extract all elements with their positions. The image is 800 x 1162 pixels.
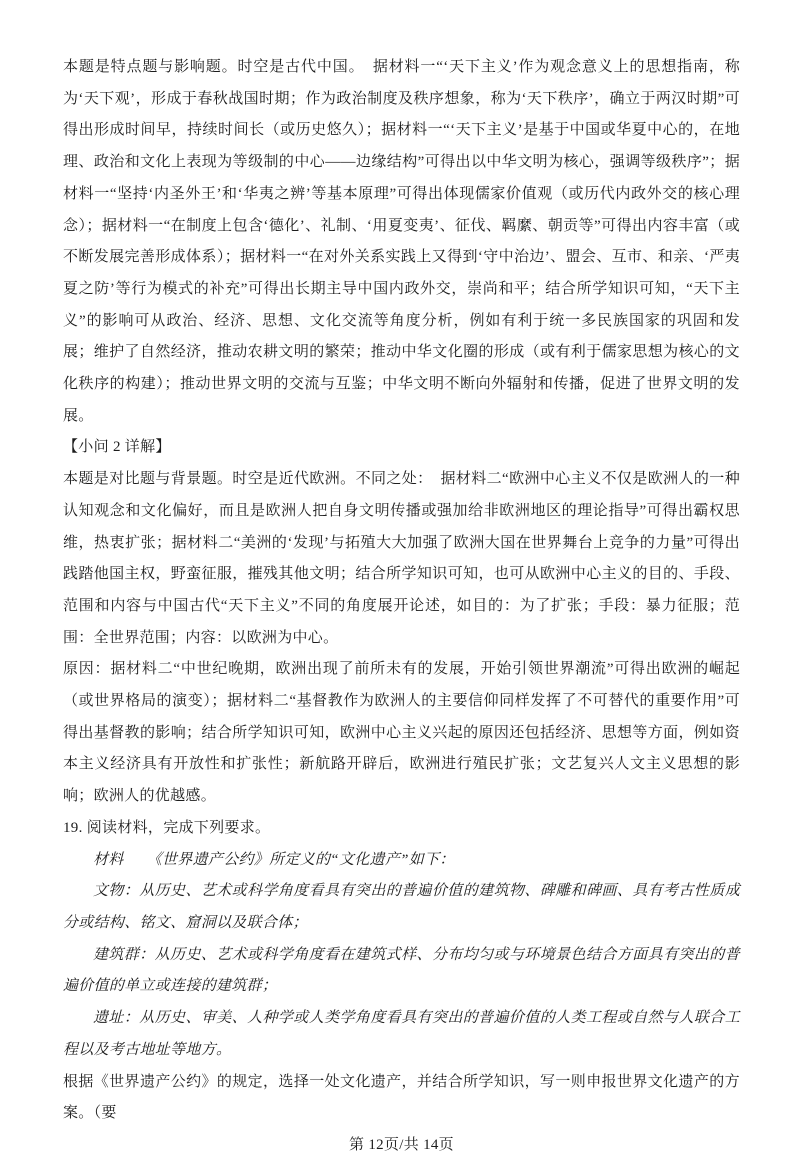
page-footer: 第 12页/共 14页: [349, 1136, 454, 1153]
material-item-cultural-relics: 文物：从历史、艺术或科学角度看具有突出的普遍价值的建筑物、碑雕和碑画、具有考古性质成分或结构、铭文、窟洞以及联合体；: [63, 883, 740, 931]
document-body: [63, 52, 740, 1130]
material-item-sites: 遗址：从历史、审美、人种学或人类学角度看具有突出的普遍价值的人类工程或自然与人联合工程以及考古地址等地方。: [63, 1010, 740, 1058]
paragraph-q18-subq2-differences: 本题是对比题与背景题。时空是近代欧洲。不同之处： 据材料二“欧洲中心主义不仅是欧洲人的一种认知观念和文化偏好，而且是欧洲人把自身文明传播或强加给非欧洲地区的理论指导”可得出霸权思维，热衷扩张；据材料二“美洲的‘发现’与拓殖大大加强了欧洲大国在世界舞台上竞争的力量”可得出践踏他国主权，野蛮征服，摧残其他文明；结合所学知识可知，也可从欧洲中心主义的目的、手段、范围和内容与中国古代“天下主义”不同的角度展开论述，如目的：为了扩张；手段：暴力征服；范围：全世界范围；内容：以欧洲为中心。: [63, 471, 740, 646]
material-intro: 材料 《世界遗产公约》所定义的“文化遗产”如下：: [93, 851, 455, 868]
paragraph-q18-subq1-answer: 本题是特点题与影响题。时空是古代中国。 据材料一“‘天下主义’作为观念意义上的思想指南，称为‘天下观’，形成于春秋战国时期；作为政治制度及秩序想象，称为‘天下秩序’，确立于两汉时期”可得出形成时间早，持续时间长（或历史悠久）；据材料一“‘天下主义’是基于中国或华夏中心的，在地理、政治和文化上表现为等级制的中心——边缘结构”可得出以中华文明为核心，强调等级秩序”；据材料一“坚持‘内圣外王’和‘华夷之辨’等基本原理”可得出体现儒家价值观（或历代内政外交的核心理念）；据材料一“在制度上包含‘德化’、礼制、‘用夏变夷’、征伐、羁縻、朝贡等”可得出内容丰富（或不断发展完善形成体系）；据材料一“在对外关系实践上又得到‘守中治边’、盟会、互市、和亲、‘严夷夏之防’等行为模式的补充”可得出长期主导中国内政外交，崇尚和平；结合所学知识可知，“天下主义”的影响可从政治、经济、思想、文化交流等角度分析，例如有利于统一多民族国家的巩固和发展；维护了自然经济，推动农耕文明的繁荣；推动中华文化圈的形成（或有利于儒家思想为核心的文化秩序的构建）；推动世界文明的交流与互鉴；中华文明不断向外辐射和传播，促进了世界文明的发展。: [63, 59, 740, 424]
material-item-building-groups: 建筑群：从历史、艺术或科学角度看在建筑式样、分布均匀或与环境景色结合方面具有突出的普遍价值的单立或连接的建筑群；: [63, 946, 740, 995]
paragraph-q18-subq2-reasons: 原因：据材料二“中世纪晚期，欧洲出现了前所未有的发展，开始引领世界潮流”可得出欧洲的崛起（或世界格局的演变）；据材料二“基督教作为欧洲人的主要信仰同样发挥了不可替代的重要作用”可得出基督教的影响；结合所学知识可知，欧洲中心主义兴起的原因还包括经济、思想等方面，例如资本主义经济具有开放性和扩张性；新航路开辟后，欧洲进行殖民扩张；文艺复兴人文主义思想的影响；欧洲人的优越感。: [63, 661, 740, 805]
question-19-stem: 19. 阅读材料，完成下列要求。: [63, 819, 271, 836]
section-heading-subquestion-2: 【小问 2 详解】: [63, 439, 171, 456]
question-19-requirement: 根据《世界遗产公约》的规定，选择一处文化遗产，并结合所学知识，写一则申报世界文化遗产的方案。（要: [63, 1073, 740, 1122]
